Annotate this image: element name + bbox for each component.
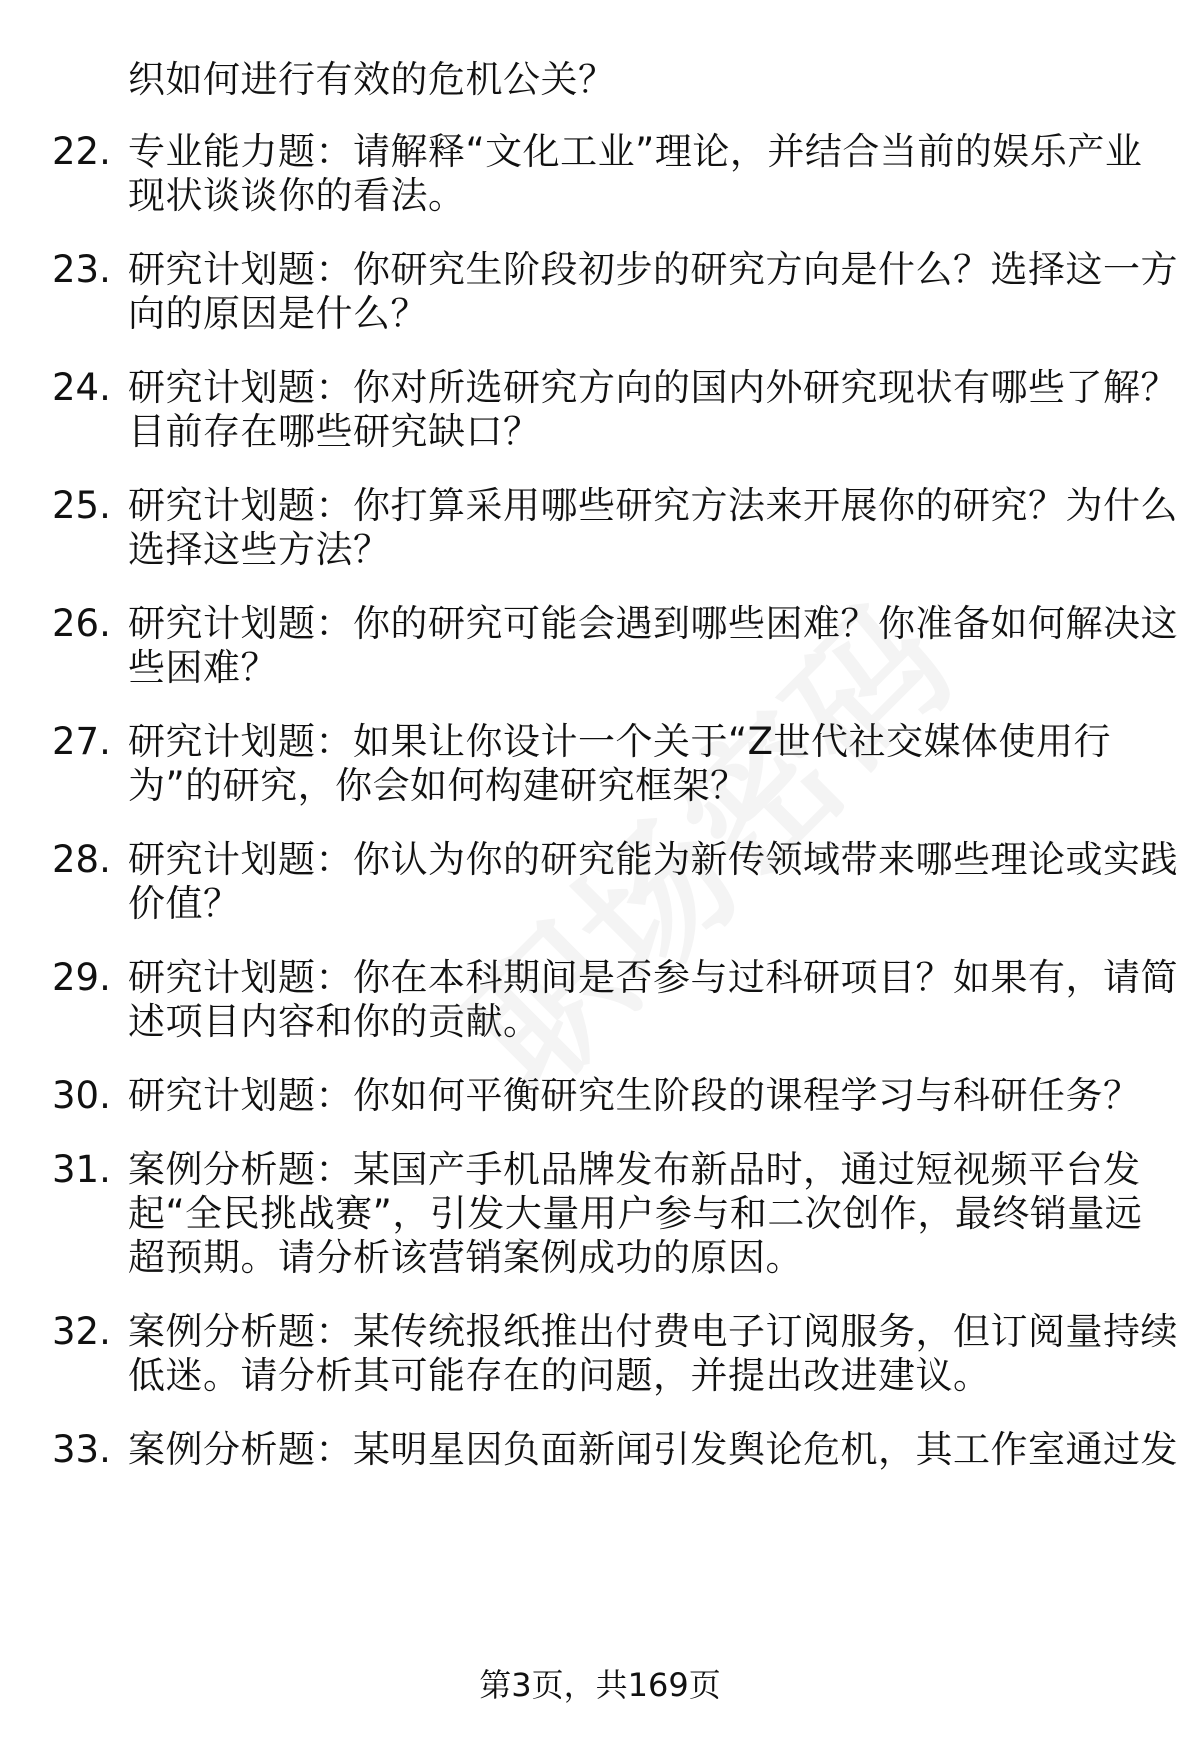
item-text-line: 研究计划题：如果让你设计一个关于“Z世代社交媒体使用行 — [128, 720, 1112, 763]
page-number-footer: 第3页，共169页 — [479, 1666, 721, 1704]
item-text-line: 选择这些方法？ — [128, 528, 391, 571]
item-text-line: 案例分析题：某明星因负面新闻引发舆论危机，其工作室通过发 — [128, 1428, 1178, 1471]
item-text-line: 案例分析题：某传统报纸推出付费电子订阅服务，但订阅量持续 — [128, 1310, 1178, 1353]
item-number: 23. — [52, 248, 111, 291]
item-text-line: 研究计划题：你在本科期间是否参与过科研项目？如果有，请简 — [128, 956, 1178, 999]
item-number: 32. — [52, 1310, 111, 1353]
item-text-line: 价值？ — [128, 882, 241, 925]
item-text-line: 些困难？ — [128, 646, 278, 689]
item-text-line: 为”的研究，你会如何构建研究框架？ — [128, 764, 748, 807]
item-text-line: 专业能力题：请解释“文化工业”理论，并结合当前的娱乐产业 — [128, 130, 1143, 173]
item-text-line: 超预期。请分析该营销案例成功的原因。 — [128, 1236, 803, 1279]
item-text-line: 低迷。请分析其可能存在的问题，并提出改进建议。 — [128, 1354, 991, 1397]
item-text-line: 研究计划题：你认为你的研究能为新传领域带来哪些理论或实践 — [128, 838, 1178, 881]
item-text-line: 目前存在哪些研究缺口？ — [128, 410, 541, 453]
item-text-line: 述项目内容和你的贡献。 — [128, 1000, 541, 1043]
item-text-line: 现状谈谈你的看法。 — [128, 174, 466, 217]
item-text-line: 案例分析题：某国产手机品牌发布新品时，通过短视频平台发 — [128, 1148, 1141, 1191]
item-number: 30. — [52, 1074, 111, 1117]
item-text-line: 研究计划题：你对所选研究方向的国内外研究现状有哪些了解？ — [128, 366, 1178, 409]
item-text-line: 研究计划题：你如何平衡研究生阶段的课程学习与科研任务？ — [128, 1074, 1141, 1117]
item-number: 25. — [52, 484, 111, 527]
item-number: 33. — [52, 1428, 111, 1471]
item-text-line: 研究计划题：你研究生阶段初步的研究方向是什么？选择这一方 — [128, 248, 1178, 291]
item-text-line: 向的原因是什么？ — [128, 292, 428, 335]
item-number: 27. — [52, 720, 111, 763]
item-number: 28. — [52, 838, 111, 881]
item-number: 31. — [52, 1148, 111, 1191]
item-number: 24. — [52, 366, 111, 409]
item-text-line: 研究计划题：你打算采用哪些研究方法来开展你的研究？为什么 — [128, 484, 1178, 527]
item-number: 29. — [52, 956, 111, 999]
continuation-line: 织如何进行有效的危机公关？ — [128, 58, 616, 101]
item-text-line: 研究计划题：你的研究可能会遇到哪些困难？你准备如何解决这 — [128, 602, 1178, 645]
item-number: 26. — [52, 602, 111, 645]
item-number: 22. — [52, 130, 111, 173]
item-text-line: 起“全民挑战赛”，引发大量用户参与和二次创作，最终销量远 — [128, 1192, 1143, 1235]
